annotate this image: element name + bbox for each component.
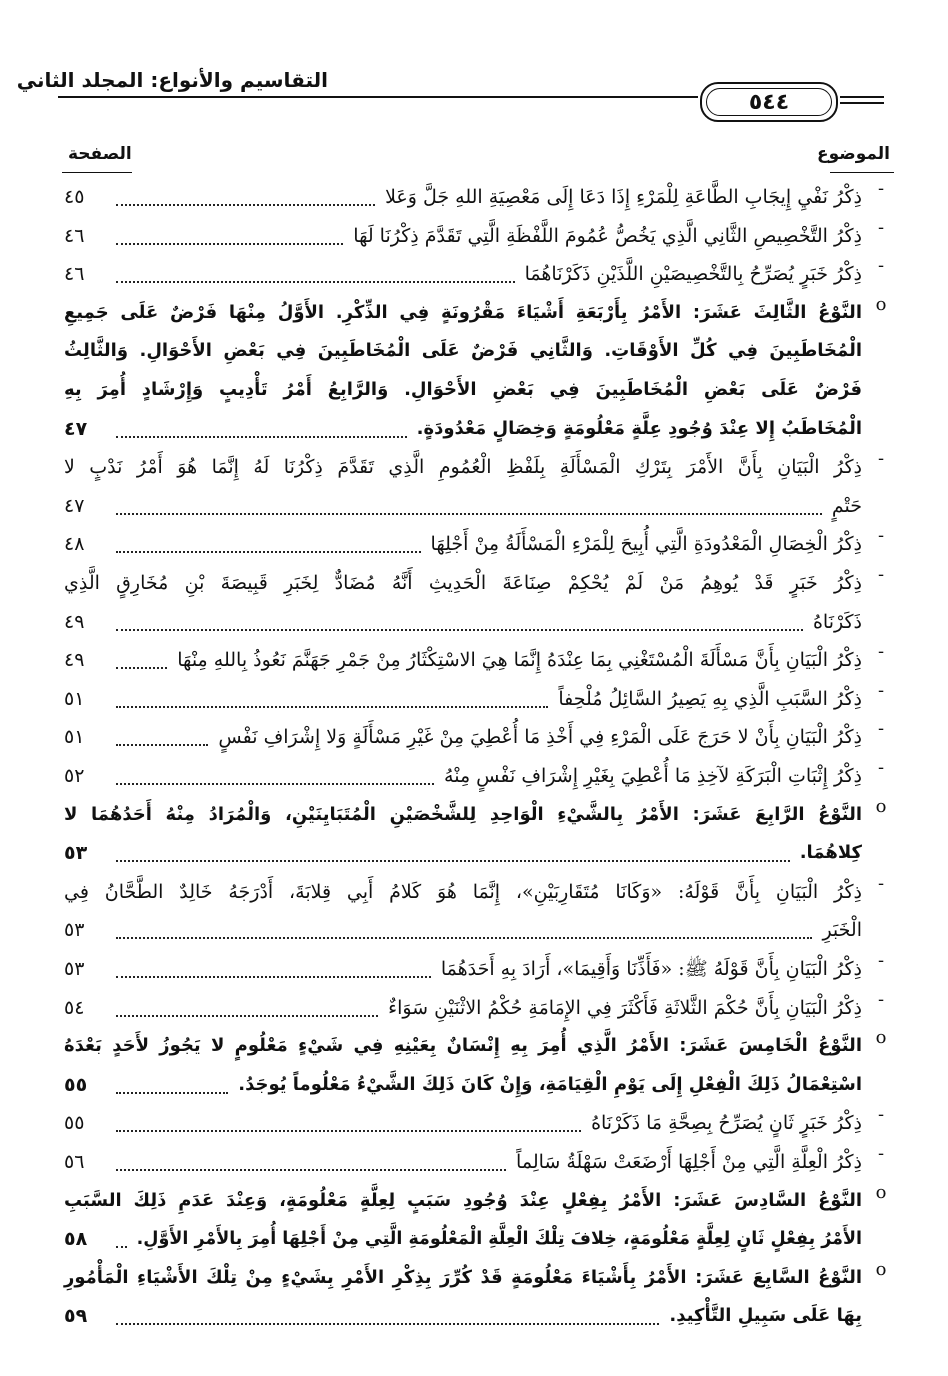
toc-item [64, 178, 890, 217]
leader-dots [116, 860, 790, 862]
entry-text: ذِكْرُ الْبَيَانِ بِأَنَّ الأَمْرَ بِتَرْكِ الْمَسْأَلَةِ بِلَفْظِ الْعُمُومِ الَّذِي تَقَدَّمَ ذِكْرُنَا لَهُ إِنَّمَا هُوَ أَمْرُ نَدْبٍ لا [64, 456, 862, 479]
entry-text: النَّوْعُ الْخَامِسَ عَشَرَ: الأَمْرُ الَّذِي أُمِرَ بِهِ إِنْسَانٌ بِعَيْنِهِ فِي شَيْءٍ مَعْلُومٍ لا يَجُوزُ لأَحَدٍ بَعْدَهُ [64, 1035, 862, 1057]
entry-text: الأَمْرُ بِفِعْلٍ ثَانٍ لِعِلَّةٍ مَعْلُومَةٍ، خِلافَ تِلْكَ الْعِلَّةِ الْمَعْلُومَةِ الَّتِي مِنْ أَجْلِهَا أُمِرَ بِالأَمْرِ الأَوَّلِ. [136, 1229, 862, 1250]
toc-item [64, 525, 890, 564]
item-dash-marker: - [877, 448, 885, 470]
leader-dots [116, 1130, 581, 1132]
entry-page-number: ٤٧ [64, 417, 88, 440]
entry-text: فَرْضٌ عَلَى بَعْضِ الْمُخَاطَبِينَ فِي بَعْضِ الأَحْوَالِ. وَالرَّابِعُ أَمْرُ تَأْدِيبٍ وَإِرْشَادٍ أُمِرَ بِهِ [64, 378, 862, 400]
entry-text: حَتْمٍ [831, 494, 862, 517]
entry-text: اسْتِعْمَالُ ذَلِكَ الْفِعْلِ إِلَى يَوْمِ الْقِيَامَةِ، وَإِنْ كَانَ ذَلِكَ الشَّيْءُ مَعْلُوماً يُوجَدُ. [238, 1073, 862, 1095]
toc-section [64, 1259, 890, 1336]
entry-page-number: ٤٩ [64, 649, 85, 672]
leader-dots [116, 976, 431, 978]
entry-text: ذِكْرُ السَّبَبِ الَّذِي بِهِ يَصِيرُ السَّائِلُ مُلْحِفاً [558, 687, 862, 710]
header-rule-right [840, 96, 884, 98]
leader-dots [116, 937, 812, 939]
entry-page-number: ٤٨ [64, 533, 85, 556]
section-marker: ο [875, 795, 887, 817]
toc-item [64, 950, 890, 989]
item-dash-marker: - [877, 1143, 885, 1164]
item-dash-marker: - [877, 564, 885, 585]
leader-dots [116, 629, 803, 631]
page-number-frame [700, 82, 838, 122]
entry-text: ذِكْرُ الْبَيَانِ بِأَنَّ قَوْلَهُ ﷺ: «فَأَذِّنَا وَأَقِيمَا»، أَرَادَ بِهِ أَحَدَهُمَا [440, 958, 862, 980]
entry-page-number: ٤٧ [64, 494, 85, 517]
entry-text: الْخَبَرِ [822, 919, 862, 942]
entry-text: النَّوْعُ السَّادِسَ عَشَرَ: الأَمْرُ بِفِعْلٍ عِنْدَ وُجُودِ سَبَبٍ لِعِلَّةٍ مَعْلُومَةٍ، وَعِنْدَ عَدَمِ ذَلِكَ السَّبَبِ [64, 1189, 862, 1211]
entry-text: ذِكْرُ الْبَيَانِ بِأَنْ لا حَرَجَ عَلَى الْمَرْءِ فِي أَخْذِ مَا أُعْطِيَ مِنْ غَيْرِ مَسْأَلَةٍ وَلا إِشْرَافِ نَفْسٍ [218, 726, 862, 749]
entry-page-number: ٥١ [64, 687, 85, 710]
item-dash-marker: - [877, 1104, 885, 1126]
toc-item [64, 641, 890, 680]
leader-dots [116, 243, 343, 245]
entry-text: ذَكَرْنَاهُ [812, 610, 862, 633]
item-dash-marker: - [877, 216, 885, 238]
toc-item [64, 564, 890, 641]
section-marker: ο [875, 1181, 887, 1203]
item-dash-marker: - [877, 255, 885, 277]
entry-text: النَّوْعُ الرَّابِعَ عَشَرَ: الأَمْرُ بِالشَّيْءِ الْوَاحِدِ لِلشَّخْصَيْنِ الْمُتَبَايِنَيْنِ، وَالْمُرَادُ مِنْهُ أَحَدُهُمَا لا [64, 803, 862, 825]
header-rule [58, 96, 698, 98]
entry-text: ذِكْرُ الْعِلَّةِ الَّتِي مِنْ أَجْلِهَا أَرْضَعَتْ سَهْلَةُ سَالِماً [516, 1151, 862, 1173]
item-dash-marker: - [877, 178, 885, 199]
entry-text: ذِكْرُ خَبَرٍ ثَانٍ يُصَرِّحُ بِصِحَّةِ مَا ذَكَرْنَاهُ [591, 1112, 862, 1135]
toc-item [64, 989, 890, 1028]
item-dash-marker: - [877, 679, 885, 701]
entry-text: النَّوْعُ الثَّالِثَ عَشَرَ: الأَمْرُ بِأَرْبَعَةِ أَشْيَاءَ مَقْرُونَةٍ فِي الذِّكْرِ. الأَوَّلُ مِنْهَا فَرْضٌ عَلَى جَمِيعِ [64, 301, 862, 323]
entry-text: بِهَا عَلَى سَبِيلِ التَّأْكِيدِ. [669, 1305, 862, 1327]
item-dash-marker: - [877, 988, 885, 1010]
section-marker: ο [875, 1027, 887, 1049]
entry-page-number: ٥٩ [64, 1305, 88, 1328]
topic-heading-rule [830, 172, 894, 173]
leader-dots [116, 551, 421, 553]
leader-dots [116, 1246, 127, 1248]
toc-item [64, 255, 890, 294]
entry-page-number: ٥٤ [64, 996, 85, 1019]
entry-page-number: ٤٩ [64, 610, 85, 633]
entry-text: ذِكْرُ خَبَرٍ قَدْ يُوهِمُ مَنْ لَمْ يُحْكِمْ صِنَاعَةَ الْحَدِيثِ أَنَّهُ مُضَادٌّ لِخَبَرِ قَبِيصَةَ بْنِ مُخَارِقٍ الَّذِي [64, 572, 863, 594]
item-dash-marker: - [877, 525, 885, 547]
running-header-title: التقاسيم والأنواع: المجلد الثاني [16, 68, 328, 92]
toc-item [64, 1104, 890, 1143]
toc-section [64, 796, 890, 873]
entry-text: ذِكْرُ الْبَيَانِ بِأَنَّ مَسْأَلَةَ الْمُسْتَغْنِي بِمَا عِنْدَهُ إِنَّمَا هِيَ الاسْتِكْثَارُ مِنْ جَمْرِ جَهَنَّمَ نَعُوذُ بِاللهِ مِنْهَا [177, 649, 862, 672]
leader-dots [116, 513, 822, 515]
entry-text: ذِكْرُ الْخِصَالِ الْمَعْدُودَةِ الَّتِي أُبِيحَ لِلْمَرْءِ الْمَسْأَلَةُ مِنْ أَجْلِهَا [430, 533, 862, 556]
header-rule-right-2 [840, 102, 884, 104]
entry-page-number: ٤٦ [64, 263, 85, 286]
page-heading-rule [62, 172, 132, 173]
toc-item [64, 1143, 890, 1182]
page-number: ٥٤٤ [748, 89, 790, 115]
entry-page-number: ٥٨ [64, 1228, 88, 1251]
toc-item [64, 448, 890, 525]
entry-page-number: ٤٦ [64, 224, 85, 247]
toc-item [64, 217, 890, 256]
toc-item [64, 757, 890, 796]
toc-section [64, 1182, 890, 1259]
leader-dots [116, 783, 434, 785]
item-dash-marker: - [877, 757, 885, 778]
entry-text: ذِكْرُ التَّخْصِيصِ الثَّانِي الَّذِي يَخُصُّ عُمُومَ اللَّفْظَةِ الَّتِي تَقَدَّمَ ذِكْرُنَا لَهَا [353, 224, 862, 247]
entry-page-number: ٥٦ [64, 1151, 85, 1173]
entry-page-number: ٥٥ [64, 1073, 88, 1096]
page-column-heading: الصفحة [68, 144, 132, 164]
leader-dots [116, 281, 515, 283]
entry-page-number: ٥٣ [64, 958, 85, 980]
entry-text: ذِكْرُ خَبَرٍ يُصَرِّحُ بِالتَّخْصِيصَيْنِ اللَّذَيْنِ ذَكَرْنَاهُمَا [524, 263, 862, 286]
entry-page-number: ٥١ [64, 726, 85, 749]
leader-dots [116, 1169, 506, 1171]
entry-text: النَّوْعُ السَّابِعَ عَشَرَ: الأَمْرُ بِأَشْيَاءَ مَعْلُومَةٍ قَدْ كُرِّرَ بِذِكْرِ الأَمْرِ بِشَيْءٍ مِنْ تِلْكَ الأَشْيَاءِ الْمَأْمُورِ [64, 1266, 862, 1288]
toc-section [64, 1027, 890, 1104]
section-marker: ο [875, 293, 887, 315]
toc-section [64, 294, 890, 448]
toc-item [64, 680, 890, 719]
leader-dots [116, 204, 375, 206]
entry-text: كِلاهُمَا. [799, 842, 862, 864]
topic-column-heading: الموضوع [817, 144, 890, 164]
leader-dots [116, 667, 167, 669]
item-dash-marker: - [877, 641, 885, 663]
item-dash-marker: - [877, 872, 885, 894]
entry-text: ذِكْرُ نَفْيِ إِيجَابِ الطَّاعَةِ لِلْمَرْءِ إِذَا دَعَا إِلَى مَعْصِيَةِ اللهِ جَلَّ وَعَلا [385, 186, 862, 208]
leader-dots [116, 744, 208, 746]
item-dash-marker: - [877, 950, 885, 971]
entry-text: ذِكْرُ الْبَيَانِ بِأَنَّ قَوْلَهُ: «وَكَانَا مُتَقَارِبَيْنِ»، إِنَّمَا هُوَ كَلامُ أَبِي قِلابَةَ، أَدْرَجَهُ خَالِدٌ الطَّحَّانُ فِي [64, 880, 862, 903]
leader-dots [116, 436, 407, 438]
entry-text: الْمُخَاطَبِينَ فِي كُلِّ الأَوْقَاتِ. وَالثَّانِي فَرْضٌ عَلَى الْمُخَاطَبِينَ فِي بَعْضِ الأَحْوَالِ. وَالثَّالِثُ [64, 340, 862, 362]
item-dash-marker: - [877, 718, 885, 740]
entry-text: ذِكْرُ الْبَيَانِ بِأَنَّ حُكْمَ الثَّلاثَةِ فَأَكْثَرَ فِي الإِمَامَةِ حُكْمُ الاثْنَيْنِ سَوَاءٌ [388, 996, 862, 1019]
entry-page-number: ٤٥ [64, 186, 85, 208]
section-marker: ο [875, 1258, 887, 1280]
toc-item [64, 873, 890, 950]
entry-page-number: ٥٣ [64, 919, 85, 942]
toc-item [64, 718, 890, 757]
leader-dots [116, 706, 548, 708]
entry-page-number: ٥٢ [64, 765, 85, 787]
entry-page-number: ٥٥ [64, 1112, 85, 1135]
entry-text: ذِكْرُ إِثْبَاتِ الْبَرَكَةِ لآخِذِ مَا أُعْطِيَ بِغَيْرِ إِشْرَافِ نَفْسٍ مِنْهُ [444, 765, 862, 787]
entry-page-number: ٥٣ [64, 842, 88, 865]
leader-dots [116, 1323, 659, 1325]
leader-dots [116, 1015, 378, 1017]
entry-text: الْمُخَاطَبُ إِلا عِنْدَ وُجُودِ عِلَّةٍ مَعْلُومَةٍ وَخِصَالٍ مَعْدُودَةٍ. [416, 417, 862, 439]
leader-dots [116, 1092, 228, 1094]
